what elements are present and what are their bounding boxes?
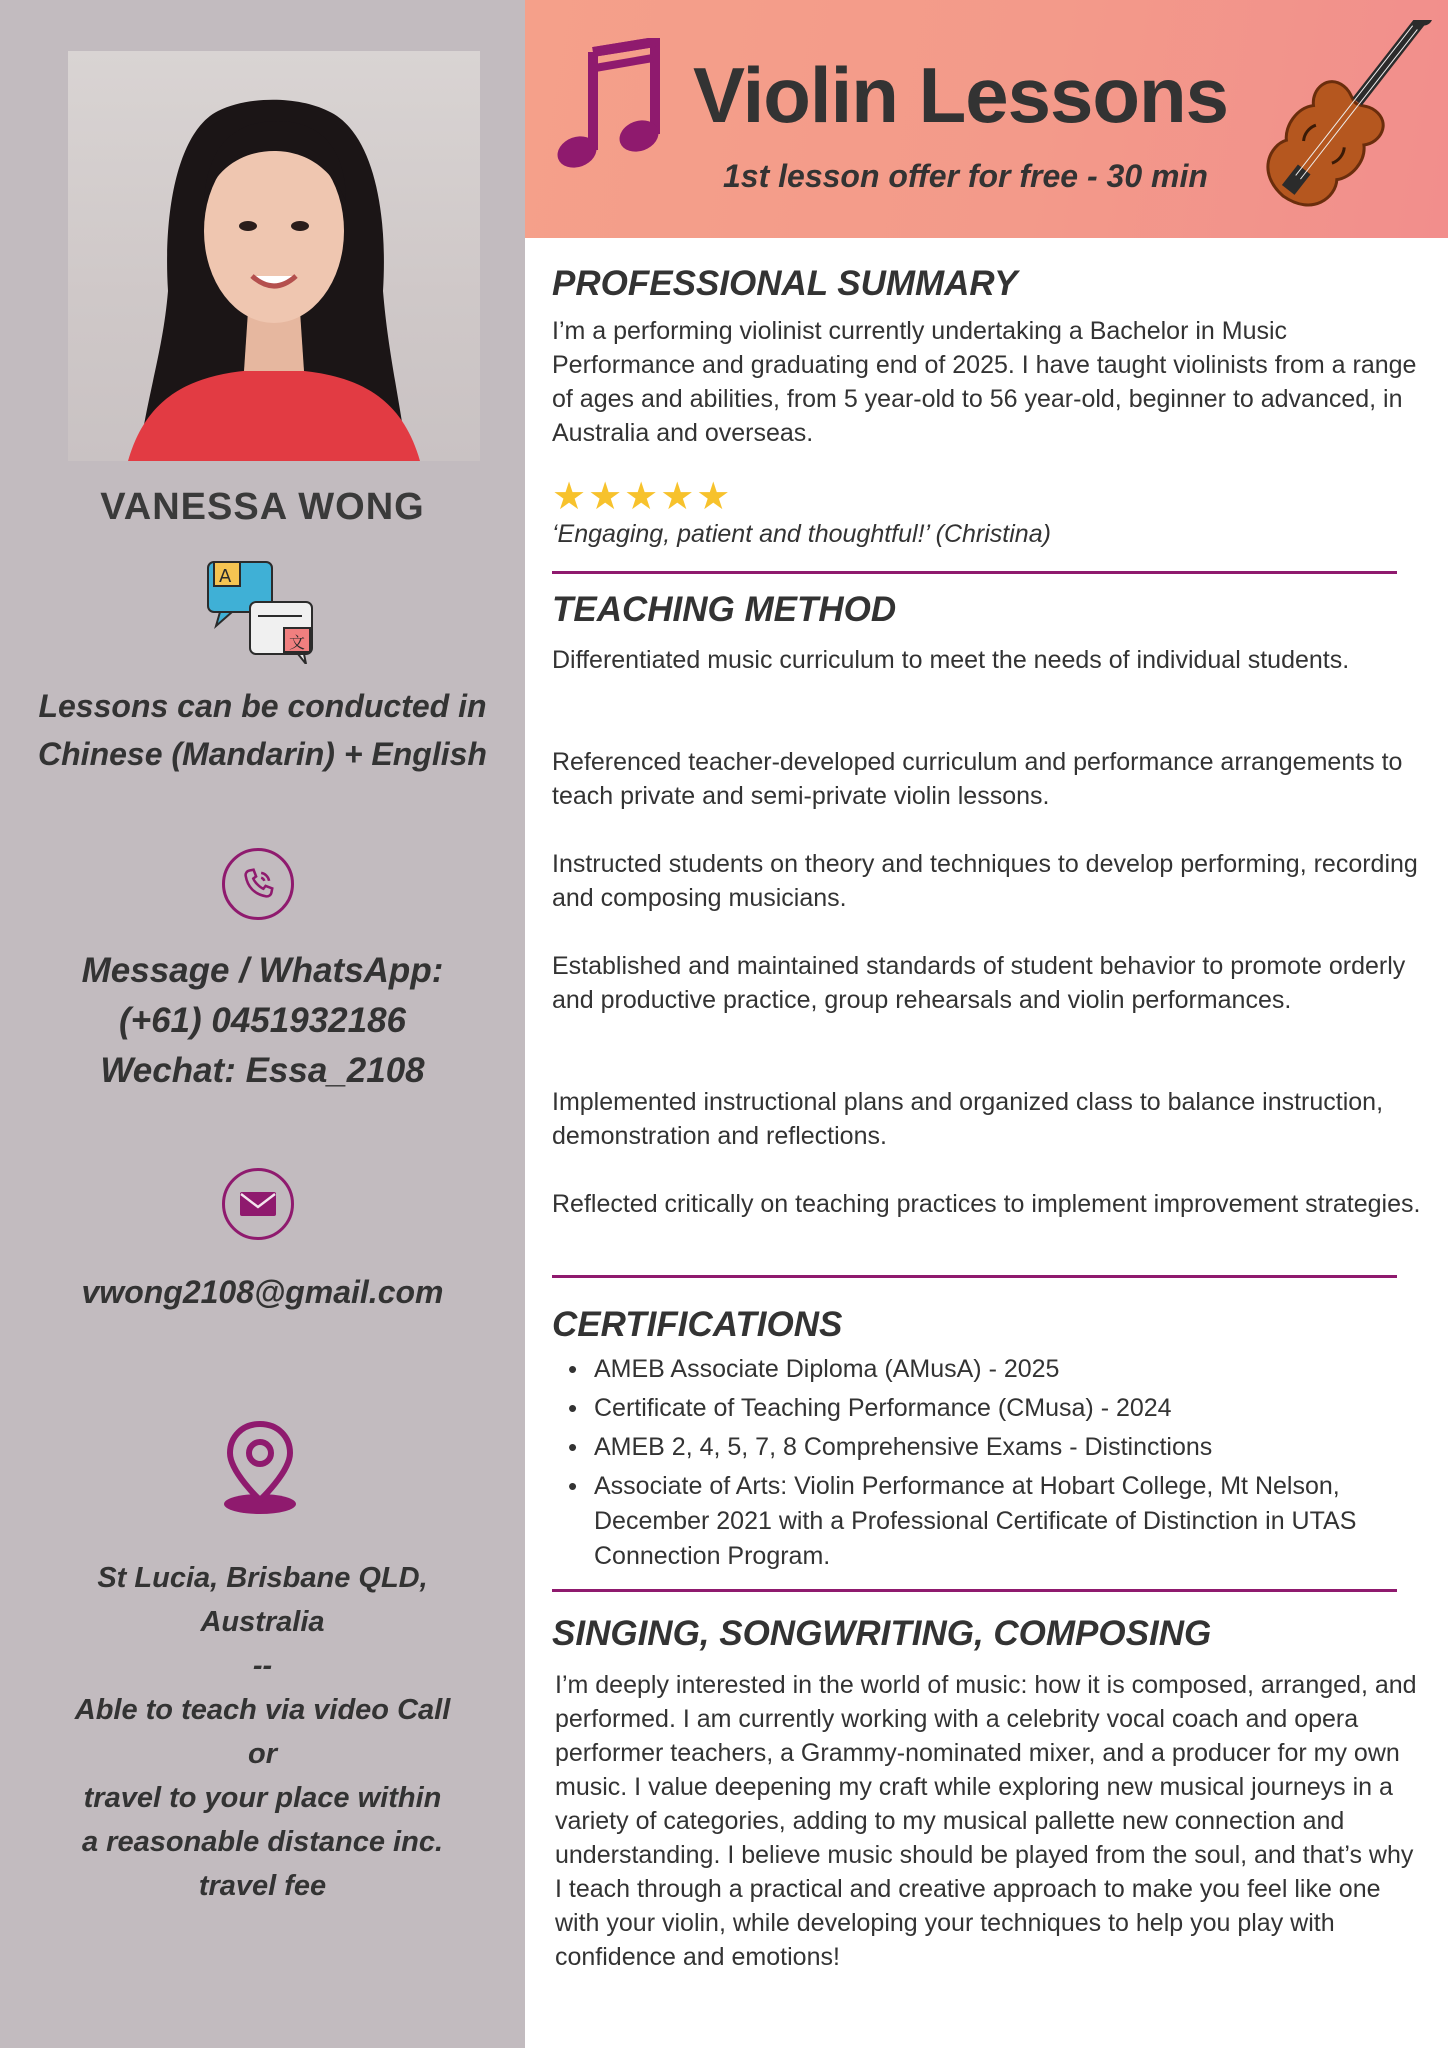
violin-icon [1195,20,1435,210]
profile-sidebar [0,0,525,2048]
email-address[interactable]: vwong2108@gmail.com [81,1274,444,1310]
music-note-icon [555,38,665,174]
teaching-heading: TEACHING METHOD [552,590,897,629]
summary-heading: PROFESSIONAL SUMMARY [552,264,1018,303]
section-divider [552,571,1397,574]
svg-text:文: 文 [289,633,306,652]
location-line: -- [252,1650,273,1682]
contact-label: Message / WhatsApp: [81,951,444,990]
section-divider [552,1589,1397,1592]
location-line: Australia [200,1606,325,1638]
teaching-paragraph: Implemented instructional plans and organized class to balance instruction, demonstration and reflections. [552,1088,1384,1150]
page-title: Violin Lessons [693,51,1229,139]
list-item: • Certificate of Teaching Performance (CMusa) - 2024 [552,1391,1422,1426]
location-line: Able to teach via video Call [74,1694,451,1726]
translate-icon [206,560,316,664]
location-line: travel to your place within [83,1782,442,1814]
header-banner [525,0,1448,238]
summary-text: I’m a performing violinist currently undertaking a Bachelor in Music Performance and graduating end of 2025. I have taught violinists from a range of ages and abilities, from 5 year-old to 56 year-old, beginner to advanced, in Australia and overseas. [552,317,1417,447]
location-line: St Lucia, Brisbane QLD, [97,1562,428,1594]
email-icon [222,1168,294,1240]
location-line: travel fee [198,1870,327,1902]
language-note [20,682,505,778]
certifications-list [552,1352,1422,1578]
phone-number[interactable]: (+61) 0451932186 [118,1001,407,1040]
testimonial-quote: ‘Engaging, patient and thoughtful!’ (Christina) [552,520,1051,548]
contact-info [20,946,505,1096]
svg-text:A: A [219,566,232,587]
teaching-paragraph: Differentiated music curriculum to meet the needs of individual students. [552,646,1350,674]
language-line: Chinese (Mandarin) + English [38,736,487,772]
list-item: • AMEB 2, 4, 5, 7, 8 Comprehensive Exams - Distinctions [552,1430,1422,1465]
location-line: a reasonable distance inc. [81,1826,444,1858]
location-line: or [248,1738,277,1770]
certifications-heading: CERTIFICATIONS [552,1305,843,1344]
teaching-paragraph: Instructed students on theory and techniques to develop performing, recording and composing musicians. [552,850,1418,912]
section-divider [552,1275,1397,1278]
phone-icon [222,848,294,920]
free-lesson-offer: 1st lesson offer for free - 30 min [723,158,1208,194]
teaching-paragraph: Established and maintained standards of student behavior to promote orderly and productive practice, group rehearsals and violin performances. [552,952,1406,1014]
list-item: • AMEB Associate Diploma (AMusA) - 2025 [552,1352,1422,1387]
location-pin-icon [222,1420,298,1516]
language-line: Lessons can be conducted in [38,688,487,724]
five-star-rating: ★★★★★ [552,476,733,518]
wechat-id: Wechat: Essa_2108 [100,1051,425,1090]
teaching-paragraph: Reflected critically on teaching practices to implement improvement strategies. [552,1190,1421,1218]
singing-text: I’m deeply interested in the world of music: how it is composed, arranged, and performed. I am currently working with a celebrity vocal coach and opera performer teachers, a Grammy-nominated mixer, and a producer for my own music. I value deepening my craft while exploring new musical journeys in a variety of categories, adding to my musical pallette new connection and understanding. I believe music should be played from the soul, and that’s why I teach through a practical and creative approach to make you feel like one with your violin, while developing your techniques to help you play with confidence and emotions! [555,1671,1417,1971]
singing-heading: SINGING, SONGWRITING, COMPOSING [552,1614,1212,1653]
teacher-name: VANESSA WONG [100,486,425,528]
list-item: • Associate of Arts: Violin Performance at Hobart College, Mt Nelson, December 2021 with a Professional Certificate of Distinction in UTAS Connection Program. [552,1469,1422,1574]
profile-photo [68,51,480,461]
portrait-illustration [68,51,480,461]
location-note [20,1556,505,1908]
teaching-paragraph: Referenced teacher-developed curriculum and performance arrangements to teach private and semi-private violin lessons. [552,748,1403,810]
